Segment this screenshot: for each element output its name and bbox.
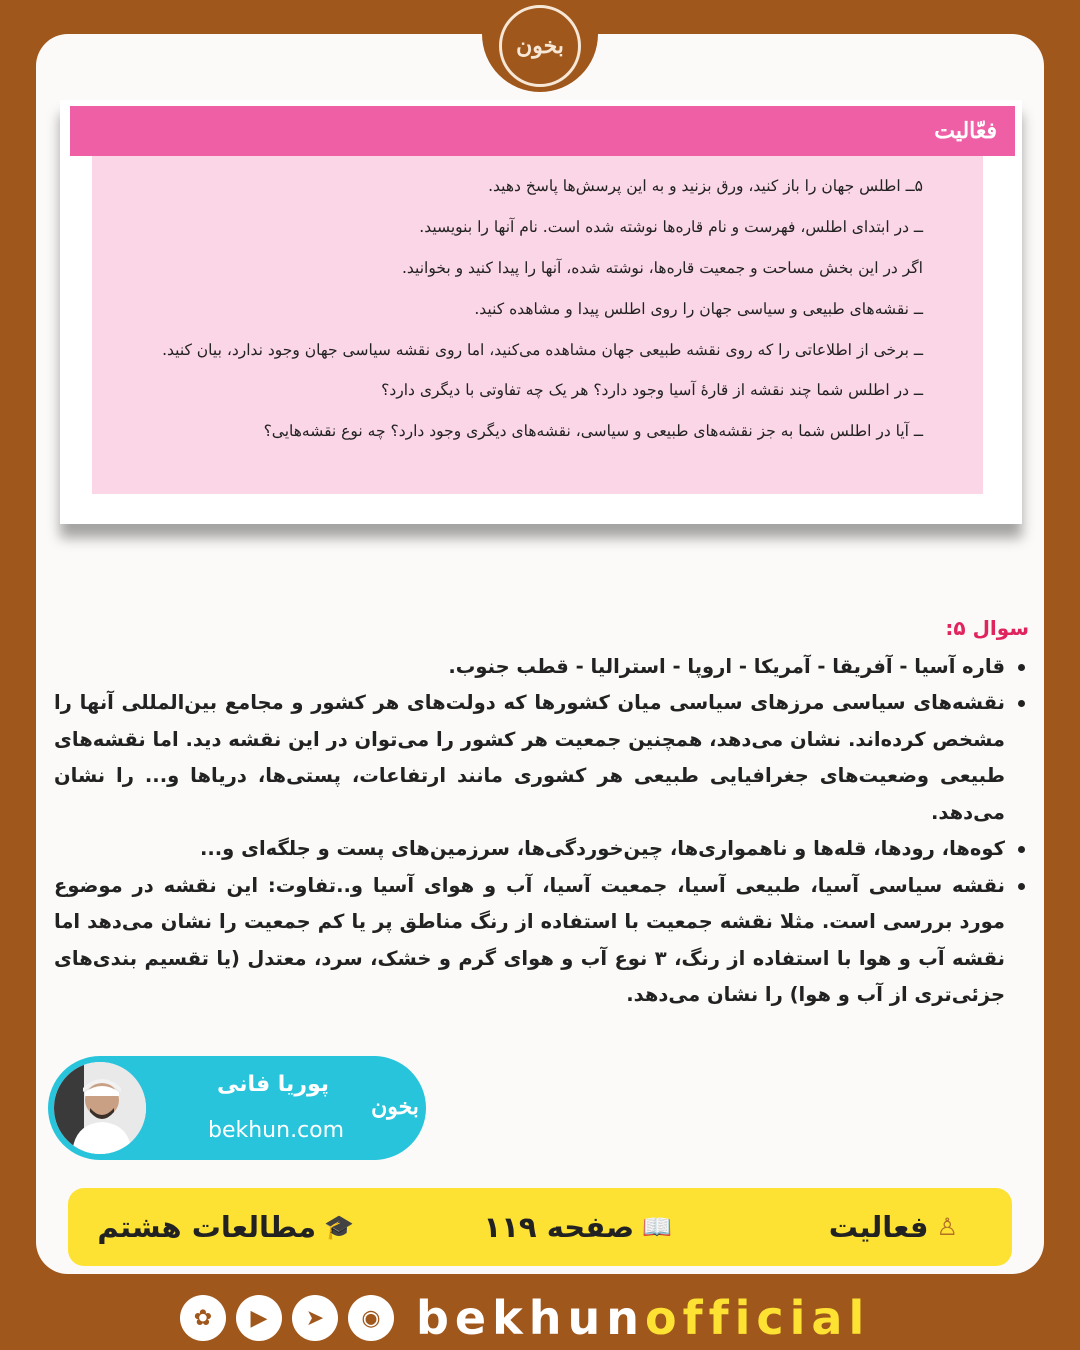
telegram-icon[interactable]: ➤ [292, 1295, 338, 1341]
answer-item: نقشه سیاسی آسیا، طبیعی آسیا، جمعیت آسیا، آب و هوای آسیا و..تفاوت: این نقشه در موضوع مورد بررسی است. مثلا نقشه جمعیت با استفاده از رنگ مناطق پر یا کم جمعیت را نشان می‌دهد اما نقشه آب و هوا با استفاده از رنگ، ۳ نوع آب و هوای گرم و خشک، سرد، معتدل (یا تقسیم بندی‌های جزئی‌تری از آب و هوا) را نشان می‌دهد. [54, 868, 1005, 1014]
textbook-line: ــ در ابتدای اطلس، فهرست و نام قاره‌ها نوشته شده است. نام آنها را بنویسید. [419, 218, 923, 236]
textbook-line: اگر در این بخش مساحت و جمعیت قاره‌ها، نوشته شده، آنها را پیدا کنید و بخوانید. [401, 259, 923, 277]
textbook-line: ــ در اطلس شما چند نقشه از قارهٔ آسیا وجود دارد؟ هر یک چه تفاوتی با دیگری دارد؟ [381, 381, 923, 399]
teacher-icon: ♙ [936, 1213, 958, 1241]
author-website[interactable]: bekhun.com [208, 1118, 345, 1143]
instagram-icon[interactable]: ◉ [348, 1295, 394, 1341]
textbook-scan [60, 100, 1022, 524]
answer-item: کوه‌ها، رودها، قله‌ها و ناهمواری‌ها، چین‌خوردگی‌ها، سرزمین‌های پست و جلگه‌ای و... [54, 831, 1005, 868]
answer-list [54, 649, 1029, 1014]
page-number: 📖 صفحه ۱۱۹ [483, 1210, 672, 1244]
bekhun-logo: بخون [499, 5, 581, 87]
question-title: سوال ۵: [945, 616, 1029, 640]
author-logo: بخون [371, 1094, 419, 1120]
activity-heading: فعّالیت [70, 106, 1015, 156]
book-icon: 📖 [642, 1213, 672, 1241]
textbook-line: ــ نقشه‌های طبیعی و سیاسی جهان را روی اطلس پیدا و مشاهده کنید. [474, 300, 923, 318]
avatar [54, 1062, 146, 1154]
brand-handle[interactable]: bekhunofficial [416, 1291, 871, 1345]
textbook-line: ــ آیا در اطلس شما به جز نقشه‌های طبیعی و سیاسی، نقشه‌های دیگری وجود دارد؟ چه نوع نقشه‌هایی؟ [263, 422, 923, 440]
footer-social [180, 1290, 900, 1346]
graduation-cap-icon: 🎓 [324, 1213, 354, 1241]
textbook-questions [92, 156, 983, 494]
aparat-icon[interactable]: ✿ [180, 1295, 226, 1341]
textbook-line: ۵ــ اطلس جهان را باز کنید، ورق بزنید و به این پرسش‌ها پاسخ دهید. [488, 177, 923, 195]
author-card[interactable] [48, 1056, 426, 1160]
answer-item: نقشه‌های سیاسی مرزهای سیاسی میان کشورها که دولت‌های هر کشور و مجامع بین‌المللی آنها را مشخص کرده‌اند. نشان می‌دهد، همچنین جمعیت هر کشور را می‌توان در این نقشه دید. اما نقشه‌های طبیعی وضعیت‌های جغرافیایی طبیعی هر کشوری مانند ارتفاعات، پستی‌ها، دریاها و... را نشان می‌دهد. [54, 685, 1005, 831]
textbook-line: ــ برخی از اطلاعاتی را که روی نقشه طبیعی جهان مشاهده می‌کنید، اما روی نقشه سیاسی جهان وجود ندارد، بیان کنید. [162, 341, 923, 359]
activity-label: ♙ فعالیت [828, 1210, 958, 1244]
youtube-icon[interactable]: ▶ [236, 1295, 282, 1341]
subject-label: 🎓 مطالعات هشتم [97, 1210, 354, 1244]
info-bar [68, 1188, 1012, 1266]
answer-section [54, 610, 1029, 1014]
author-name: پوریا فانی [216, 1072, 330, 1097]
answer-item: قاره آسیا - آفریقا - آمریکا - اروپا - استرالیا - قطب جنوب. [54, 649, 1005, 686]
